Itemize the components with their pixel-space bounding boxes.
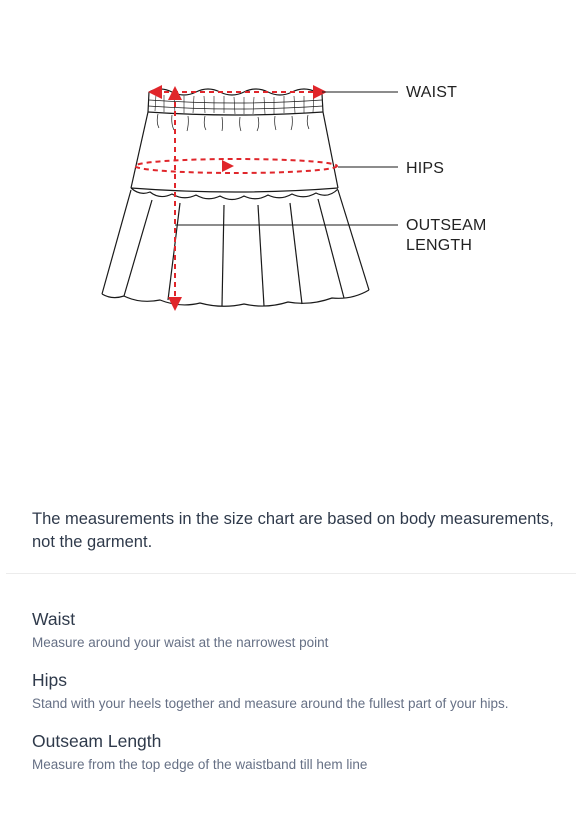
hips-measure-ellipse bbox=[135, 159, 337, 173]
guide-title: Outseam Length bbox=[32, 731, 162, 751]
leader-lines bbox=[175, 92, 398, 225]
section-divider bbox=[6, 573, 576, 574]
upper-tier bbox=[131, 112, 338, 188]
tier-seam bbox=[131, 188, 338, 200]
guide-item-waist bbox=[32, 608, 572, 652]
guide-title: Waist bbox=[32, 609, 76, 629]
guide-title: Hips bbox=[32, 670, 68, 690]
guide-item-hips bbox=[32, 669, 572, 713]
measurement-note: The measurements in the size chart are based on body measurements, not the garment. bbox=[32, 510, 554, 551]
measuring-guide bbox=[32, 608, 572, 791]
waist-label: WAIST bbox=[406, 84, 458, 101]
outseam-label-line2: LENGTH bbox=[406, 237, 473, 254]
guide-description: Stand with your heels together and measure around the fullest part of your hips. bbox=[32, 696, 509, 711]
guide-item-outseam-length bbox=[32, 730, 572, 774]
guide-description: Measure around your waist at the narrowest point bbox=[32, 635, 329, 650]
outseam-label-line1: OUTSEAM bbox=[406, 217, 487, 234]
guide-description: Measure from the top edge of the waistband till hem line bbox=[32, 757, 368, 772]
lower-tier bbox=[102, 190, 369, 306]
hips-label: HIPS bbox=[406, 160, 445, 177]
